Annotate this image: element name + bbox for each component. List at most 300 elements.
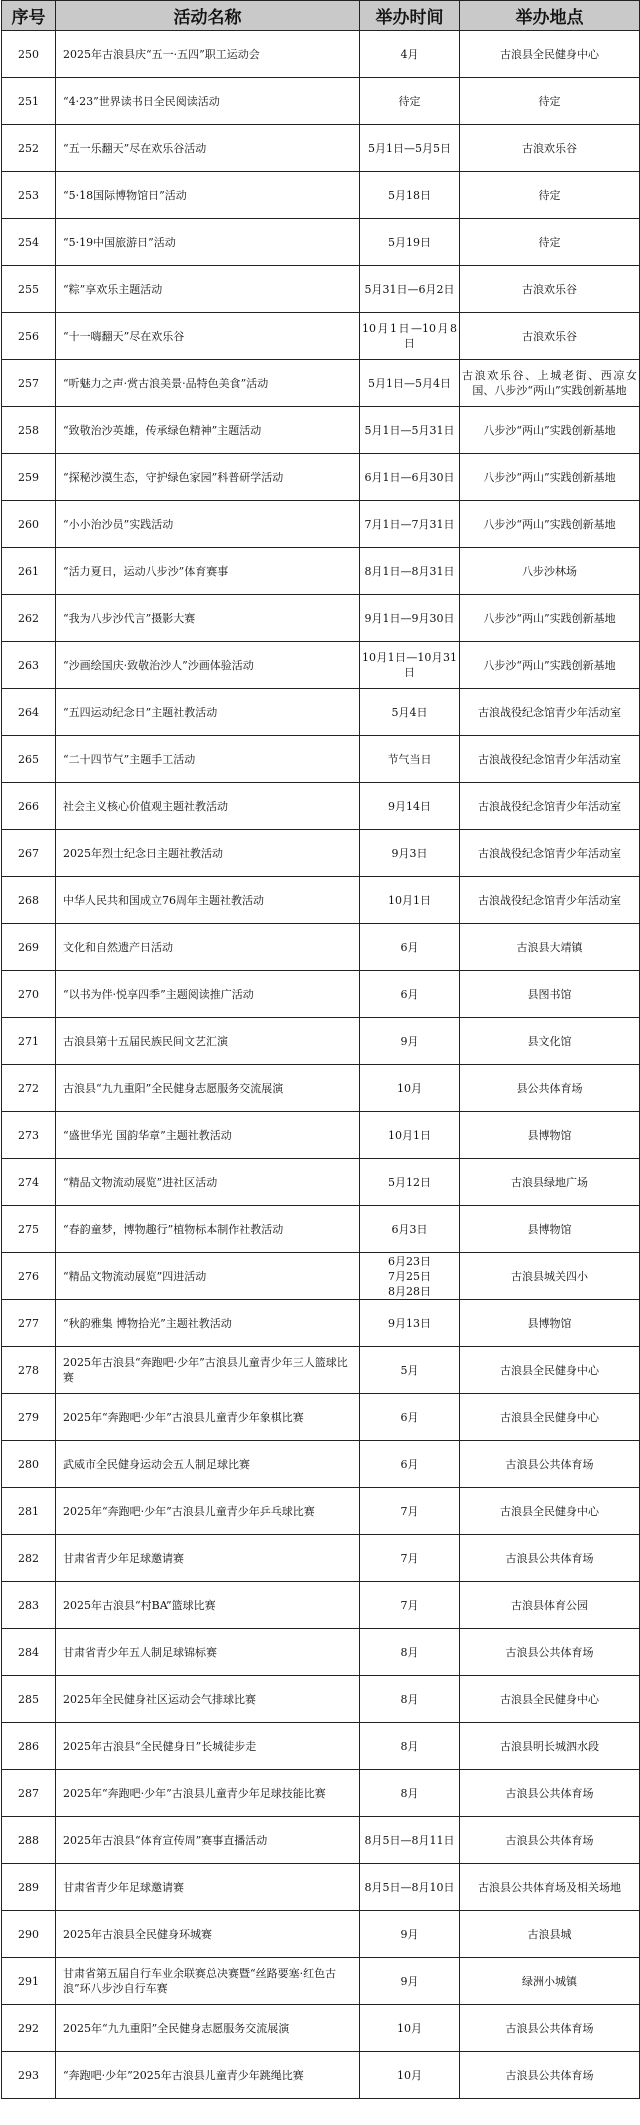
cell-time-text: 8月5日—8月10日	[364, 1880, 455, 1894]
cell-activity-name-text: 2025年全民健身社区运动会气排球比赛	[63, 1692, 256, 1706]
cell-place	[460, 1817, 640, 1864]
cell-place-text: 八步沙“两山”实践创新基地	[483, 611, 616, 625]
cell-place-text: 待定	[538, 235, 561, 249]
cell-no-text: 274	[18, 1175, 39, 1189]
cell-no	[2, 2005, 56, 2052]
cell-no-text: 287	[18, 1786, 39, 1800]
table-row	[2, 1394, 640, 1441]
cell-no-text: 293	[18, 2068, 39, 2082]
cell-place-text: 古浪县公共体育场及相关场地	[478, 1880, 621, 1894]
cell-time-text: 5月19日	[388, 235, 431, 249]
table-row	[2, 407, 640, 454]
cell-activity-name	[56, 783, 360, 830]
table-row	[2, 1347, 640, 1394]
cell-no	[2, 1112, 56, 1159]
cell-activity-name	[56, 1911, 360, 1958]
table-row	[2, 1582, 640, 1629]
cell-place-text: 古浪县全民健身中心	[500, 1692, 599, 1706]
cell-place-text: 古浪战役纪念馆青少年活动室	[478, 752, 621, 766]
cell-no	[2, 313, 56, 360]
cell-no-text: 269	[18, 940, 39, 954]
cell-time	[360, 1347, 460, 1394]
table-row	[2, 736, 640, 783]
cell-place-text: 古浪县城关四小	[511, 1269, 588, 1283]
cell-place-text: 绿洲小城镇	[522, 1974, 577, 1988]
cell-activity-name-text: “以书为伴·悦享四季”主题阅读推广活动	[63, 987, 254, 1001]
cell-place	[460, 1864, 640, 1911]
cell-time-text: 9月	[400, 1034, 419, 1048]
table-row	[2, 1441, 640, 1488]
cell-activity-name-text: “5·18国际博物馆日”活动	[63, 188, 187, 202]
cell-time-text: 8月	[400, 1645, 419, 1659]
cell-activity-name	[56, 924, 360, 971]
cell-place-text: 古浪县全民健身中心	[500, 1410, 599, 1424]
cell-activity-name	[56, 1864, 360, 1911]
cell-no-text: 286	[18, 1739, 39, 1753]
cell-time-text: 9月3日	[391, 846, 428, 860]
cell-activity-name-text: “十一嗨翻天”尽在欢乐谷	[63, 329, 185, 343]
table-row	[2, 1676, 640, 1723]
cell-time	[360, 1958, 460, 2005]
cell-activity-name	[56, 877, 360, 924]
activity-table	[1, 0, 640, 2099]
cell-place	[460, 877, 640, 924]
cell-place	[460, 1112, 640, 1159]
cell-no	[2, 1770, 56, 1817]
cell-time	[360, 830, 460, 877]
cell-place	[460, 1676, 640, 1723]
table-row	[2, 1065, 640, 1112]
cell-time	[360, 2052, 460, 2099]
cell-activity-name-text: 中华人民共和国成立76周年主题社教活动	[63, 893, 264, 907]
table-row	[2, 2052, 640, 2099]
table-row	[2, 313, 640, 360]
cell-activity-name	[56, 548, 360, 595]
cell-time-text: 5月12日	[388, 1175, 431, 1189]
cell-time	[360, 783, 460, 830]
cell-time	[360, 31, 460, 78]
table-row	[2, 642, 640, 689]
cell-place	[460, 689, 640, 736]
cell-no-text: 270	[18, 987, 39, 1001]
cell-no	[2, 78, 56, 125]
cell-time	[360, 407, 460, 454]
cell-place-text: 古浪县公共体育场	[505, 1457, 594, 1471]
table-row	[2, 2005, 640, 2052]
cell-activity-name	[56, 689, 360, 736]
cell-no-text: 277	[18, 1316, 39, 1330]
table-row	[2, 1206, 640, 1253]
cell-time	[360, 2005, 460, 2052]
cell-time-text: 8月	[400, 1692, 419, 1706]
cell-time	[360, 689, 460, 736]
cell-place	[460, 1582, 640, 1629]
cell-no-text: 272	[18, 1081, 39, 1095]
cell-no-text: 289	[18, 1880, 39, 1894]
cell-activity-name	[56, 1488, 360, 1535]
cell-activity-name	[56, 1817, 360, 1864]
cell-time	[360, 360, 460, 407]
cell-place-text: 古浪县明长城泗水段	[500, 1739, 599, 1753]
cell-time	[360, 454, 460, 501]
cell-time-text: 8月	[400, 1739, 419, 1753]
cell-no	[2, 689, 56, 736]
cell-no-text: 290	[18, 1927, 39, 1941]
cell-time	[360, 924, 460, 971]
cell-time-text: 5月18日	[388, 188, 431, 202]
cell-no	[2, 1347, 56, 1394]
cell-place	[460, 642, 640, 689]
cell-no-text: 254	[18, 235, 39, 249]
cell-time-text: 10月	[397, 2021, 422, 2035]
cell-place	[460, 501, 640, 548]
cell-no	[2, 1582, 56, 1629]
cell-no-text: 257	[18, 376, 39, 390]
table-row	[2, 360, 640, 407]
cell-activity-name-text: 2025年“奔跑吧·少年”古浪县儿童青少年乒乓球比赛	[63, 1504, 315, 1518]
cell-activity-name	[56, 1629, 360, 1676]
cell-place	[460, 1347, 640, 1394]
cell-place	[460, 31, 640, 78]
cell-time-text: 7月	[400, 1504, 419, 1518]
cell-no-text: 276	[18, 1269, 39, 1283]
cell-place-text: 古浪县公共体育场	[505, 1833, 594, 1847]
cell-place	[460, 1770, 640, 1817]
cell-time-text: 6月	[400, 1457, 419, 1471]
cell-time	[360, 971, 460, 1018]
cell-place-text: 古浪欢乐谷、上城老街、西凉女国、八步沙“两山”实践创新基地	[462, 369, 637, 397]
cell-place-text: 八步沙“两山”实践创新基地	[483, 517, 616, 531]
cell-time-text: 5月1日—5月31日	[364, 423, 455, 437]
cell-time-text: 10月1日—10月31日	[362, 651, 457, 679]
cell-activity-name-text: “4·23”世界读书日全民阅读活动	[63, 94, 220, 108]
cell-time-text: 10月1日	[388, 1128, 431, 1142]
cell-activity-name-text: “活力夏日，运动八步沙”体育赛事	[63, 564, 229, 578]
cell-no-text: 251	[18, 94, 39, 108]
cell-time-text: 8月5日—8月11日	[364, 1833, 455, 1847]
cell-activity-name	[56, 172, 360, 219]
cell-time-text: 5月4日	[391, 705, 428, 719]
cell-activity-name	[56, 78, 360, 125]
cell-no	[2, 1723, 56, 1770]
cell-place	[460, 2052, 640, 2099]
cell-no-text: 252	[18, 141, 39, 155]
cell-activity-name	[56, 454, 360, 501]
table-row	[2, 1817, 640, 1864]
cell-place	[460, 595, 640, 642]
cell-no-text: 261	[18, 564, 39, 578]
cell-activity-name-text: “二十四节气”主题手工活动	[63, 752, 196, 766]
cell-activity-name-text: 古浪县“九九重阳”全民健身志愿服务交流展演	[63, 1081, 284, 1095]
cell-place-text: 古浪县全民健身中心	[500, 1504, 599, 1518]
cell-no-text: 275	[18, 1222, 39, 1236]
cell-activity-name-text: “春韵童梦，博物趣行”植物标本制作社教活动	[63, 1222, 284, 1236]
cell-place-text: 古浪欢乐谷	[522, 141, 577, 155]
cell-no-text: 285	[18, 1692, 39, 1706]
cell-activity-name-text: “沙画绘国庆·致敬治沙人”沙画体验活动	[63, 658, 254, 672]
cell-no	[2, 1864, 56, 1911]
cell-no	[2, 783, 56, 830]
cell-activity-name-text: “秋韵雅集 博物拾光”主题社教活动	[63, 1316, 232, 1330]
cell-place-text: 古浪县公共体育场	[505, 1786, 594, 1800]
cell-no	[2, 1253, 56, 1300]
cell-no-text: 273	[18, 1128, 39, 1142]
table-row	[2, 689, 640, 736]
cell-time-text: 10月1日	[388, 893, 431, 907]
cell-place-text: 古浪县公共体育场	[505, 2021, 594, 2035]
cell-place-text: 八步沙“两山”实践创新基地	[483, 470, 616, 484]
cell-activity-name	[56, 1394, 360, 1441]
cell-activity-name	[56, 1112, 360, 1159]
header-place: 举办地点	[460, 1, 640, 31]
cell-activity-name-text: “致敬治沙英雄，传承绿色精神”主题活动	[63, 423, 262, 437]
cell-time-text: 5月	[400, 1363, 419, 1377]
cell-place-text: 县图书馆	[527, 987, 572, 1001]
cell-time-text: 9月	[400, 1974, 419, 1988]
cell-no-text: 253	[18, 188, 39, 202]
cell-place-text: 八步沙“两山”实践创新基地	[483, 423, 616, 437]
cell-place	[460, 78, 640, 125]
cell-no	[2, 1488, 56, 1535]
cell-place	[460, 1958, 640, 2005]
table-row	[2, 1488, 640, 1535]
cell-no-text: 279	[18, 1410, 39, 1424]
cell-place-text: 古浪县全民健身中心	[500, 1363, 599, 1377]
cell-activity-name-text: “盛世华光 国韵华章”主题社教活动	[63, 1128, 232, 1142]
cell-no	[2, 1206, 56, 1253]
cell-time-text: 10月	[397, 2068, 422, 2082]
header-time: 举办时间	[360, 1, 460, 31]
table-row	[2, 1535, 640, 1582]
cell-time	[360, 1441, 460, 1488]
cell-place	[460, 971, 640, 1018]
cell-activity-name	[56, 501, 360, 548]
cell-activity-name-text: 2025年“奔跑吧·少年”古浪县儿童青少年足球技能比赛	[63, 1786, 326, 1800]
cell-no-text: 280	[18, 1457, 39, 1471]
cell-activity-name	[56, 1018, 360, 1065]
cell-time-text: 10月	[397, 1081, 422, 1095]
cell-activity-name	[56, 1535, 360, 1582]
cell-place-text: 待定	[538, 94, 561, 108]
table-row	[2, 78, 640, 125]
cell-time	[360, 1018, 460, 1065]
cell-place-text: 县博物馆	[527, 1316, 572, 1330]
cell-no-text: 255	[18, 282, 39, 296]
cell-time	[360, 1817, 460, 1864]
cell-time	[360, 266, 460, 313]
cell-no-text: 264	[18, 705, 39, 719]
cell-place	[460, 125, 640, 172]
cell-no	[2, 1911, 56, 1958]
cell-place	[460, 2005, 640, 2052]
cell-place	[460, 1300, 640, 1347]
cell-activity-name-text: 2025年古浪县“全民健身日”长城徒步走	[63, 1739, 257, 1753]
table-row	[2, 1770, 640, 1817]
cell-activity-name-text: 2025年古浪县“体育宣传周”赛事直播活动	[63, 1833, 268, 1847]
cell-time-text: 9月	[400, 1927, 419, 1941]
cell-place	[460, 783, 640, 830]
cell-activity-name	[56, 2005, 360, 2052]
cell-time	[360, 1253, 460, 1300]
cell-no-text: 258	[18, 423, 39, 437]
cell-activity-name-text: 文化和自然遗产日活动	[63, 940, 173, 954]
cell-no-text: 267	[18, 846, 39, 860]
cell-activity-name-text: 2025年古浪县全民健身环城赛	[63, 1927, 212, 1941]
cell-activity-name-text: “精品文物流动展览”四进活动	[63, 1269, 207, 1283]
cell-time-text: 6月3日	[391, 1222, 428, 1236]
cell-no	[2, 501, 56, 548]
cell-no-text: 291	[18, 1974, 39, 1988]
cell-activity-name	[56, 1347, 360, 1394]
table-row	[2, 1958, 640, 2005]
cell-no	[2, 360, 56, 407]
cell-activity-name-text: “五四运动纪念日”主题社教活动	[63, 705, 218, 719]
cell-no	[2, 2052, 56, 2099]
cell-place	[460, 407, 640, 454]
cell-time	[360, 642, 460, 689]
cell-no	[2, 877, 56, 924]
cell-time	[360, 1206, 460, 1253]
cell-activity-name-text: 2025年古浪县“村BA”篮球比赛	[63, 1598, 216, 1612]
cell-place	[460, 313, 640, 360]
cell-place	[460, 1065, 640, 1112]
cell-place	[460, 548, 640, 595]
cell-activity-name-text: 2025年“九九重阳”全民健身志愿服务交流展演	[63, 2021, 290, 2035]
cell-time-text: 9月1日—9月30日	[364, 611, 455, 625]
cell-no	[2, 1958, 56, 2005]
cell-place-text: 古浪欢乐谷	[522, 329, 577, 343]
cell-place	[460, 1394, 640, 1441]
cell-time-text: 6月23日 7月25日 8月28日	[388, 1254, 431, 1298]
cell-no	[2, 1018, 56, 1065]
cell-place	[460, 736, 640, 783]
cell-activity-name	[56, 313, 360, 360]
cell-place-text: 古浪战役纪念馆青少年活动室	[478, 705, 621, 719]
cell-no	[2, 1676, 56, 1723]
cell-no-text: 259	[18, 470, 39, 484]
cell-place	[460, 172, 640, 219]
cell-place	[460, 830, 640, 877]
cell-time-text: 7月1日—7月31日	[364, 517, 455, 531]
cell-time-text: 5月31日—6月2日	[364, 282, 455, 296]
cell-place	[460, 1159, 640, 1206]
cell-place-text: 古浪县公共体育场	[505, 1645, 594, 1659]
table-row	[2, 1864, 640, 1911]
cell-time-text: 6月	[400, 987, 419, 1001]
cell-activity-name-text: “精品文物流动展览”进社区活动	[63, 1175, 218, 1189]
cell-place	[460, 1629, 640, 1676]
cell-place-text: 八步沙林场	[522, 564, 577, 578]
cell-place-text: 古浪县全民健身中心	[500, 47, 599, 61]
cell-place	[460, 1206, 640, 1253]
cell-place	[460, 1253, 640, 1300]
table-row	[2, 125, 640, 172]
table-row	[2, 1300, 640, 1347]
table-row	[2, 971, 640, 1018]
cell-time-text: 7月	[400, 1551, 419, 1565]
cell-time-text: 8月1日—8月31日	[364, 564, 455, 578]
cell-no	[2, 266, 56, 313]
cell-activity-name-text: “探秘沙漠生态，守护绿色家园”科普研学活动	[63, 470, 284, 484]
cell-place	[460, 924, 640, 971]
cell-activity-name-text: 甘肃省第五届自行车业余联赛总决赛暨“丝路要塞·红色古浪”环八步沙自行车赛	[63, 1967, 337, 1995]
cell-no	[2, 1394, 56, 1441]
cell-time	[360, 1065, 460, 1112]
cell-activity-name-text: 古浪县第十五届民族民间文艺汇演	[63, 1034, 228, 1048]
cell-no-text: 278	[18, 1363, 39, 1377]
table-row	[2, 1018, 640, 1065]
cell-place	[460, 1911, 640, 1958]
cell-no	[2, 595, 56, 642]
table-row	[2, 1253, 640, 1300]
cell-no	[2, 172, 56, 219]
cell-time-text: 9月14日	[388, 799, 431, 813]
cell-no-text: 265	[18, 752, 39, 766]
cell-place	[460, 1441, 640, 1488]
cell-activity-name-text: “我为八步沙代言”摄影大赛	[63, 611, 196, 625]
cell-no-text: 282	[18, 1551, 39, 1565]
cell-activity-name-text: 甘肃省青少年足球邀请赛	[63, 1880, 184, 1894]
table-row	[2, 595, 640, 642]
cell-time	[360, 1723, 460, 1770]
cell-time-text: 6月1日—6月30日	[364, 470, 455, 484]
cell-place-text: 古浪欢乐谷	[522, 282, 577, 296]
cell-activity-name	[56, 360, 360, 407]
header-name: 活动名称	[56, 1, 360, 31]
cell-no-text: 260	[18, 517, 39, 531]
cell-place-text: 八步沙“两山”实践创新基地	[483, 658, 616, 672]
cell-activity-name	[56, 1723, 360, 1770]
cell-activity-name	[56, 266, 360, 313]
cell-time-text: 10月1日—10月8日	[362, 322, 457, 350]
cell-activity-name-text: “奔跑吧·少年”2025年古浪县儿童青少年跳绳比赛	[63, 2068, 304, 2082]
cell-activity-name	[56, 31, 360, 78]
cell-activity-name	[56, 125, 360, 172]
cell-activity-name	[56, 2052, 360, 2099]
cell-time	[360, 1770, 460, 1817]
cell-time-text: 9月13日	[388, 1316, 431, 1330]
table-row	[2, 1159, 640, 1206]
cell-activity-name	[56, 1676, 360, 1723]
cell-no	[2, 1065, 56, 1112]
cell-time	[360, 219, 460, 266]
cell-time-text: 8月	[400, 1786, 419, 1800]
cell-no	[2, 1159, 56, 1206]
cell-activity-name	[56, 407, 360, 454]
cell-time	[360, 501, 460, 548]
cell-no-text: 281	[18, 1504, 39, 1518]
table-row	[2, 1723, 640, 1770]
cell-no	[2, 971, 56, 1018]
cell-time-text: 7月	[400, 1598, 419, 1612]
cell-activity-name-text: “小小治沙员”实践活动	[63, 517, 174, 531]
table-row	[2, 219, 640, 266]
cell-activity-name	[56, 1206, 360, 1253]
cell-no	[2, 548, 56, 595]
cell-activity-name	[56, 595, 360, 642]
cell-activity-name	[56, 1582, 360, 1629]
cell-place-text: 县文化馆	[527, 1034, 572, 1048]
cell-no-text: 283	[18, 1598, 39, 1612]
table-header-row	[2, 1, 640, 31]
header-no: 序号	[2, 1, 56, 31]
cell-place	[460, 1535, 640, 1582]
cell-time	[360, 736, 460, 783]
cell-activity-name-text: 甘肃省青少年五人制足球锦标赛	[63, 1645, 217, 1659]
cell-no	[2, 642, 56, 689]
cell-time-text: 5月1日—5月4日	[368, 376, 451, 390]
cell-place	[460, 1488, 640, 1535]
